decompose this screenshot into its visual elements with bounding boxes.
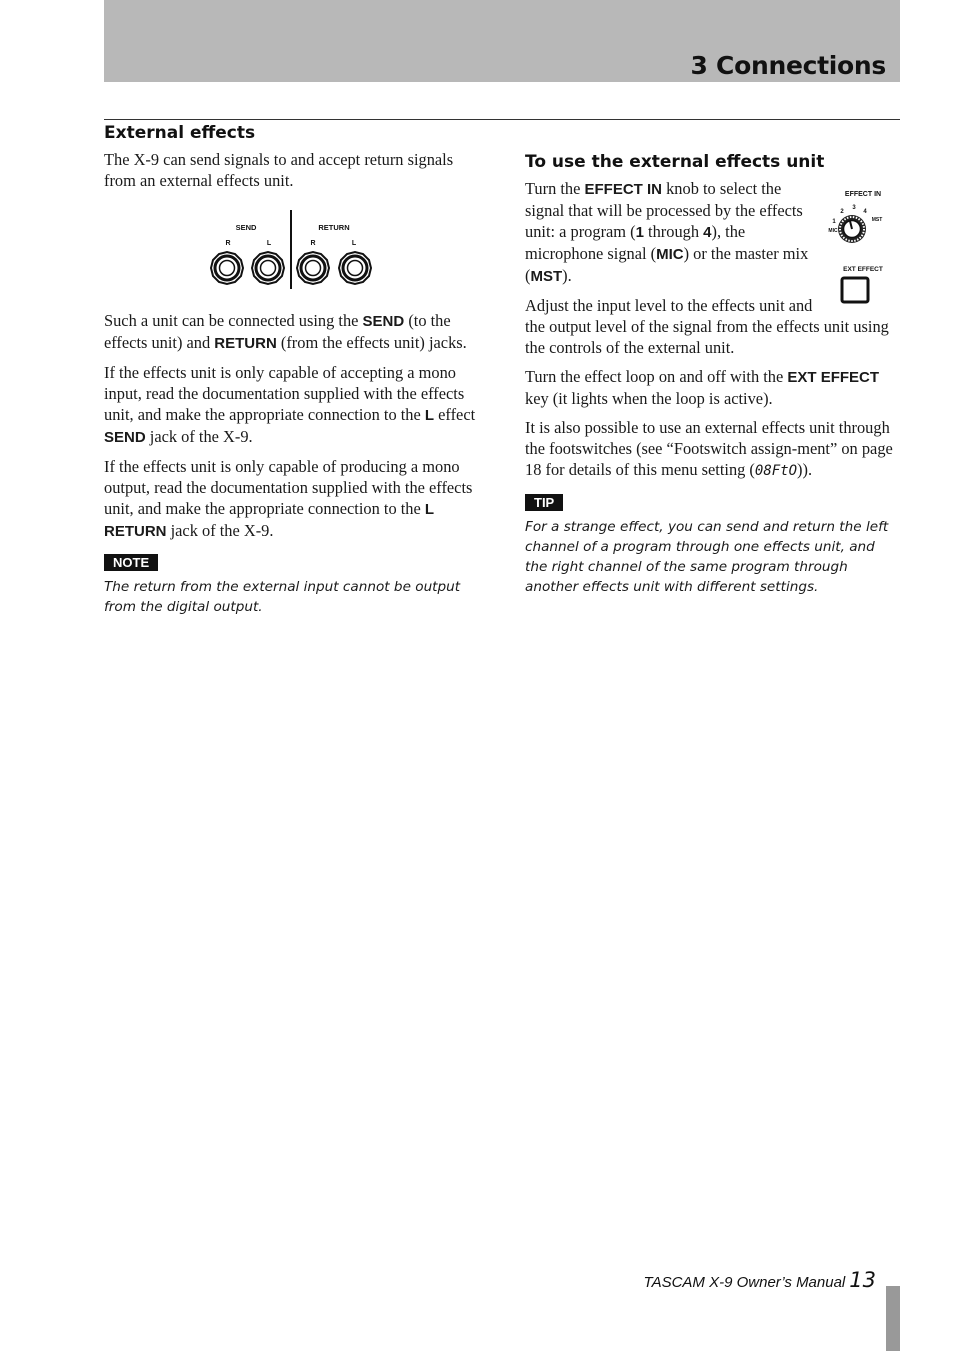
text-run: (from the effects unit) jacks.: [276, 333, 467, 352]
knob-mark-2: 2: [840, 209, 844, 215]
footswitch-paragraph: [525, 417, 900, 482]
ext-effect-term: EXT EFFECT: [787, 369, 880, 386]
jack-label-send-l: L: [266, 240, 272, 247]
text-run: ).: [562, 266, 572, 285]
note-text: The return from the external input cannot be output from the digital output.: [104, 579, 461, 615]
mic-term: MIC: [656, 246, 684, 263]
jack-return-l: [339, 252, 371, 284]
effect-in-knob-title: EFFECT IN: [844, 191, 882, 198]
note-badge: NOTE: [104, 554, 158, 571]
jack-send-r: [211, 252, 243, 284]
text-run: It is also possible to use an external effects unit through the footswitches (see “Footswitch assign-ment” on page 18 for details of this menu setting (: [525, 418, 893, 479]
page-footer: [644, 1268, 876, 1292]
text-run: jack of the X-9.: [145, 427, 253, 446]
program-4-term: 4: [703, 224, 712, 241]
connection-paragraph: [104, 310, 478, 354]
effect-in-term: EFFECT IN: [584, 181, 663, 198]
knob-mark-mic: MIC: [828, 228, 838, 234]
left-column: [104, 123, 478, 617]
return-label: RETURN: [318, 223, 350, 232]
program-1-term: 1: [635, 224, 644, 241]
text-run: )).: [797, 460, 813, 479]
text-run: ) or the master mix (: [525, 244, 809, 285]
l-return-term: L RETURN: [104, 501, 434, 540]
intro-paragraph: The X-9 can send signals to and accept return signals from an external effects unit.: [104, 150, 454, 190]
knob-mark-4: 4: [863, 209, 867, 215]
knob-mark-3: 3: [852, 205, 856, 211]
ext-effect-key: [842, 278, 868, 302]
text-run: Turn the effect loop on and off with the: [525, 367, 788, 386]
ext-effect-paragraph: [525, 366, 900, 409]
tip-text: For a strange effect, you can send and return the left channel of a program through one effects unit, and the right channel of the same program through another effects unit with different settings.: [525, 519, 889, 595]
jack-label-return-r: R: [310, 240, 316, 247]
text-run: effect: [434, 405, 476, 424]
jack-send-l: [252, 252, 284, 284]
lcd-menu-setting: 08FtO: [754, 463, 798, 479]
text-run: jack of the X-9.: [166, 521, 274, 540]
ext-effect-key-title: EXT EFFECT: [843, 266, 883, 273]
adjust-levels-paragraph: Adjust the input level to the effects unit and the output level of the signal from the effects unit using the controls of the external unit.: [525, 296, 889, 357]
chapter-header-band: [104, 0, 900, 82]
section-heading-external-effects: External effects: [104, 123, 256, 143]
text-run: If the effects unit is only capable of accepting a mono input, read the documentation supplied with the effects unit, and make the appropriate connection to the: [104, 363, 465, 424]
mst-term: MST: [530, 268, 563, 285]
section-heading-use-external-effects: To use the external effects unit: [525, 152, 825, 172]
page-edge-tab: [886, 1286, 900, 1351]
tip-badge: TIP: [525, 494, 563, 511]
return-term: RETURN: [214, 335, 277, 352]
right-column: [525, 152, 900, 597]
page-number: 13: [849, 1268, 876, 1292]
mono-input-paragraph: [104, 362, 478, 448]
text-run: key (it lights when the loop is active).: [525, 389, 773, 408]
mono-output-paragraph: [104, 456, 478, 542]
knob-mark-mst: MST: [871, 217, 883, 223]
section-rule: [104, 119, 900, 120]
effect-in-knob: [838, 215, 866, 243]
text-run: (to the effects unit) and: [104, 311, 451, 352]
text-run: knob to select the signal that will be processed by the effects unit: a program (: [525, 179, 803, 241]
send-label: SEND: [235, 223, 257, 232]
text-run: ), the microphone signal (: [525, 222, 746, 263]
send-return-jacks-illustration: [207, 207, 377, 293]
l-term: L: [424, 407, 435, 424]
chapter-title: 3 Connections: [690, 51, 886, 80]
text-run: Such a unit can be connected using the: [104, 311, 363, 330]
effect-in-knob-and-ext-effect-key-illustration: [830, 186, 900, 306]
knob-mark-1: 1: [832, 219, 836, 225]
jack-label-send-r: R: [225, 240, 231, 247]
send-term: SEND: [362, 313, 405, 330]
text-run: through: [643, 222, 704, 241]
manual-title: TASCAM X-9 Owner’s Manual: [643, 1274, 846, 1291]
text-run: If the effects unit is only capable of producing a mono output, read the documentation supplied with the effects unit, and make the appropriate connection to the: [104, 457, 473, 518]
send-term: SEND: [104, 429, 146, 446]
jack-label-return-l: L: [351, 240, 357, 247]
text-run: Turn the: [525, 179, 585, 198]
jack-return-r: [297, 252, 329, 284]
